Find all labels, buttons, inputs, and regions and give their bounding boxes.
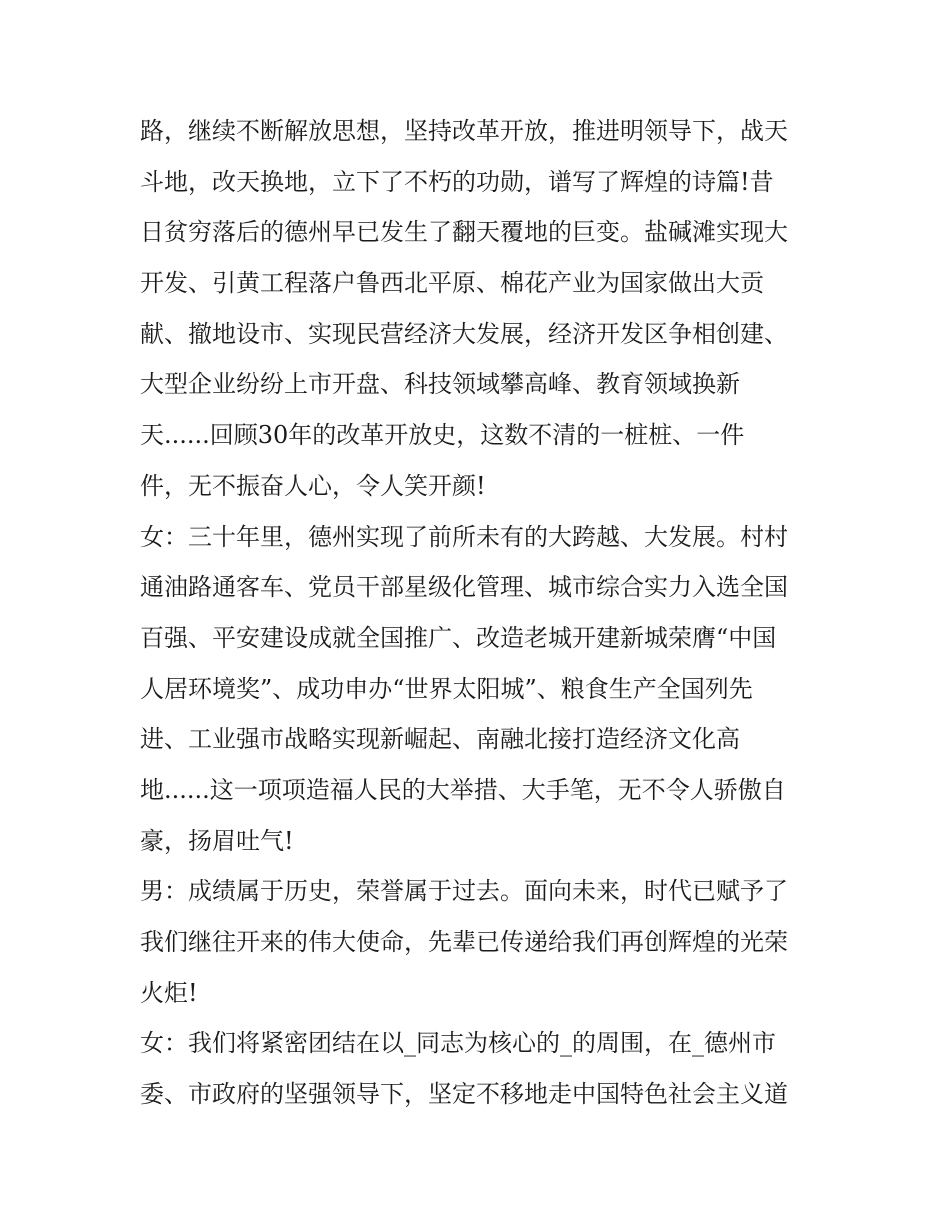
text-line: 进、工业强市战略实现新崛起、南融北接打造经济文化高 <box>140 725 740 754</box>
text-line: 人居环境奖”、成功申办“世界太阳城”、粮食生产全国列先 <box>140 674 753 703</box>
text-line: 女：三十年里，德州实现了前所未有的大跨越、大发展。村村 <box>140 522 788 551</box>
text-line: 路，继续不断解放思想，坚持改革开放，推进明领导下，战天 <box>140 117 788 145</box>
text-line: 大型企业纷纷上市开盘、科技领域攀高峰、教育领域换新 <box>140 370 740 399</box>
text-line: 我们继往开来的伟大使命，先辈已传递给我们再创辉煌的光荣 <box>140 928 788 956</box>
text-line: 日贫穷落后的德州早已发生了翻天覆地的巨变。盐碱滩实现大 <box>140 218 788 247</box>
text-line: 献、撤地设市、实现民营经济大发展，经济开发区争相创建、 <box>140 319 788 348</box>
text-line: 通油路通客车、党员干部星级化管理、城市综合实力入选全国 <box>140 573 788 602</box>
text-line: 天......回顾30年的改革开放史，这数不清的一桩桩、一件 <box>140 421 745 450</box>
text-line: 委、市政府的坚强领导下，坚定不移地走中国特色社会主义道 <box>140 1080 788 1109</box>
text-line: 男：成绩属于历史，荣誉属于过去。面向未来，时代已赋予了 <box>140 877 788 906</box>
text-line: 开发、引黄工程落户鲁西北平原、棉花产业为国家做出大贡 <box>140 269 764 298</box>
text-line: 件，无不振奋人心，令人笑开颜! <box>140 471 486 500</box>
text-line: 地......这一项项造福人民的大举措、大手笔，无不令人骄傲自 <box>140 775 786 804</box>
text-line: 斗地，改天换地，立下了不朽的功勋，谱写了辉煌的诗篇!昔 <box>140 167 774 196</box>
text-line: 火炬! <box>140 978 198 1007</box>
document-body <box>140 106 830 1120</box>
text-line: 百强、平安建设成就全国推广、改造老城开建新城荣膺“中国 <box>140 623 777 652</box>
text-line: 豪，扬眉吐气! <box>140 826 294 855</box>
text-line: 女：我们将紧密团结在以_同志为核心的_的周围，在_德州市 <box>140 1029 776 1058</box>
